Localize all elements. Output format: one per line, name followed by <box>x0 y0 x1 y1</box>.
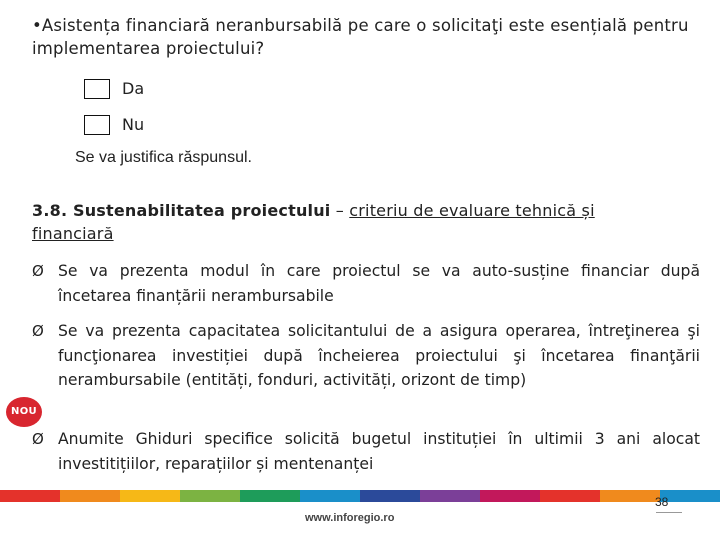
stripe-segment <box>420 490 480 502</box>
bullet-item-3: Anumite Ghiduri specifice solicită bugetul instituției în ultimii 3 ani alocat investitițiilor, reparațiilor și mentenanței <box>58 430 700 473</box>
question-text: •Asistența financiară neranbursabilă pe care o solicitaţi este esențială pentru implementarea proiectului? <box>32 16 689 58</box>
stripe-segment <box>300 490 360 502</box>
footer-url: www.inforegio.ro <box>305 512 395 524</box>
stripe-segment <box>480 490 540 502</box>
stripe-segment <box>120 490 180 502</box>
stripe-segment <box>660 490 720 502</box>
checkbox-nu-label: Nu <box>122 115 145 134</box>
section-title: 3.8. Sustenabilitatea proiectului <box>32 201 331 220</box>
section-criterion: criteriu de evaluare tehnică și financiară <box>32 201 595 243</box>
stripe-segment <box>600 490 660 502</box>
stripe-segment <box>0 490 60 502</box>
checkbox-da-label: Da <box>122 79 145 98</box>
page-number: 38 <box>655 495 669 509</box>
footer-color-stripe <box>0 490 720 502</box>
stripe-segment <box>60 490 120 502</box>
section-heading <box>32 199 672 245</box>
checkbox-da[interactable] <box>84 79 110 99</box>
bullet-arrow-icon: Ø <box>32 322 44 340</box>
bullet-item-1: Se va prezenta modul în care proiectul se va auto-susține financiar după încetarea finanțării nerambursabile <box>58 262 700 305</box>
new-badge: NOU <box>6 397 42 427</box>
stripe-segment <box>180 490 240 502</box>
stripe-segment <box>540 490 600 502</box>
section-separator: – <box>330 201 350 220</box>
checkbox-nu[interactable] <box>84 115 110 135</box>
bullet-arrow-icon: Ø <box>32 262 44 280</box>
stripe-segment <box>240 490 300 502</box>
bullet-item-2: Se va prezenta capacitatea solicitantului de a asigura operarea, întreţinerea şi funcţionarea investiției după încheierea proiectului şi încetarea finanţării nerambursabile (entități, fonduri, activități, orizont de timp) <box>58 322 700 389</box>
stripe-segment <box>360 490 420 502</box>
bullet-arrow-icon: Ø <box>32 430 44 448</box>
justify-note: Se va justifica răspunsul. <box>75 149 252 166</box>
page-number-underline <box>656 512 682 513</box>
